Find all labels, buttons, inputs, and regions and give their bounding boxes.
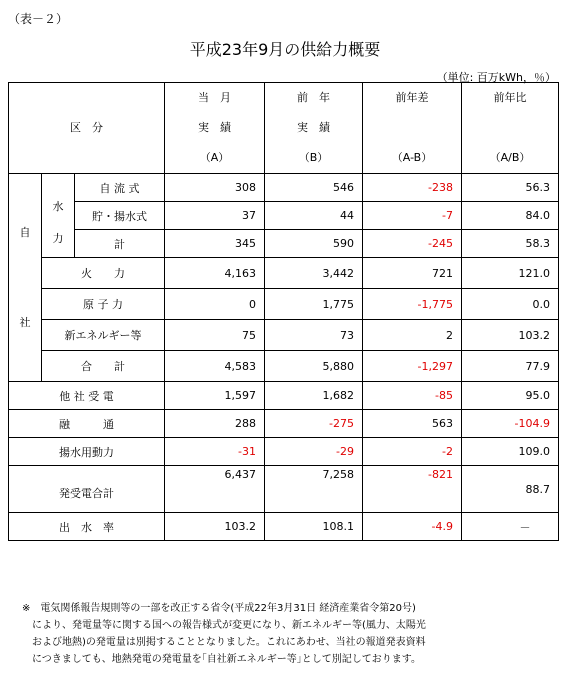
table-row xyxy=(9,351,559,382)
cell-c: -85 xyxy=(363,382,462,410)
supply-table xyxy=(8,82,559,541)
cell-a: -31 xyxy=(165,438,265,466)
row-label: 発受電合計 xyxy=(9,466,165,513)
cell-b: 3,442 xyxy=(265,258,363,289)
table-row xyxy=(9,410,559,438)
cell-d: 88.7 xyxy=(462,466,559,513)
cell-c: -2 xyxy=(363,438,462,466)
table-row xyxy=(9,513,559,541)
cell-c: -4.9 xyxy=(363,513,462,541)
cell-d: 56.3 xyxy=(462,174,559,202)
cell-c: -1,775 xyxy=(363,289,462,320)
cell-d: 58.3 xyxy=(462,230,559,258)
cell-c: 2 xyxy=(363,320,462,351)
cell-d: 121.0 xyxy=(462,258,559,289)
cell-d: 95.0 xyxy=(462,382,559,410)
cell-a: 75 xyxy=(165,320,265,351)
cell-c: 721 xyxy=(363,258,462,289)
own-company-label: 自 社 xyxy=(9,174,42,382)
cell-d: 0.0 xyxy=(462,289,559,320)
cell-b: 44 xyxy=(265,202,363,230)
header-current-month: 当 月 実 績 （A） xyxy=(165,83,265,174)
cell-b: -275 xyxy=(265,410,363,438)
row-label: 貯・揚水式 xyxy=(75,202,165,230)
cell-b: 1,682 xyxy=(265,382,363,410)
table-row xyxy=(9,438,559,466)
row-label: 合 計 xyxy=(42,351,165,382)
row-label: 出 水 率 xyxy=(9,513,165,541)
footnote-line: により、発電量等に関する国への報告様式が変更になり、新エネルギー等(風力、太陽光 xyxy=(22,620,426,631)
cell-a: 0 xyxy=(165,289,265,320)
row-label: 計 xyxy=(75,230,165,258)
cell-b: 7,258 xyxy=(265,466,363,513)
table-row xyxy=(9,258,559,289)
cell-b: 73 xyxy=(265,320,363,351)
cell-a: 103.2 xyxy=(165,513,265,541)
table-row xyxy=(9,382,559,410)
row-label: 火 力 xyxy=(42,258,165,289)
table-row xyxy=(9,289,559,320)
cell-b: -29 xyxy=(265,438,363,466)
header-row xyxy=(9,83,559,174)
table-row xyxy=(9,466,559,513)
cell-b: 5,880 xyxy=(265,351,363,382)
row-label: 新エネルギー等 xyxy=(42,320,165,351)
row-label: 原 子 力 xyxy=(42,289,165,320)
row-label: 他 社 受 電 xyxy=(9,382,165,410)
footnote-line: および地熱)の発電量は別掲することとなりました。これにあわせ、当社の報道発表資料 xyxy=(22,637,426,648)
cell-c: -7 xyxy=(363,202,462,230)
cell-b: 108.1 xyxy=(265,513,363,541)
cell-a: 4,583 xyxy=(165,351,265,382)
table-number: （表－２） xyxy=(8,12,69,26)
header-diff: 前年差 （A-B） xyxy=(363,83,462,174)
table-row xyxy=(9,202,559,230)
cell-d: 84.0 xyxy=(462,202,559,230)
header-prev-year: 前 年 実 績 （B） xyxy=(265,83,363,174)
footnote xyxy=(22,600,562,668)
cell-d: － xyxy=(462,513,559,541)
cell-b: 546 xyxy=(265,174,363,202)
cell-d: 103.2 xyxy=(462,320,559,351)
header-category: 区 分 xyxy=(9,83,165,174)
cell-b: 590 xyxy=(265,230,363,258)
table-row xyxy=(9,320,559,351)
cell-d: 77.9 xyxy=(462,351,559,382)
header-ratio: 前年比 （A/B） xyxy=(462,83,559,174)
cell-c: -821 xyxy=(363,466,462,513)
cell-a: 288 xyxy=(165,410,265,438)
page-title: 平成23年9月の供給力概要 xyxy=(189,40,381,59)
cell-a: 37 xyxy=(165,202,265,230)
cell-a: 345 xyxy=(165,230,265,258)
cell-d: -104.9 xyxy=(462,410,559,438)
cell-a: 6,437 xyxy=(165,466,265,513)
cell-c: -238 xyxy=(363,174,462,202)
cell-a: 308 xyxy=(165,174,265,202)
cell-c: -245 xyxy=(363,230,462,258)
footnote-line: ※ 電気関係報告規則等の一部を改正する省令(平成22年3月31日 経済産業省令第20号) xyxy=(22,603,416,614)
unit-label: （単位: 百万kWh，％） xyxy=(436,71,556,84)
cell-a: 1,597 xyxy=(165,382,265,410)
row-label: 自 流 式 xyxy=(75,174,165,202)
cell-c: -1,297 xyxy=(363,351,462,382)
hydro-label: 水 力 xyxy=(42,174,75,258)
table-row xyxy=(9,174,559,202)
cell-c: 563 xyxy=(363,410,462,438)
table-row xyxy=(9,230,559,258)
row-label: 融 通 xyxy=(9,410,165,438)
row-label: 揚水用動力 xyxy=(9,438,165,466)
cell-b: 1,775 xyxy=(265,289,363,320)
cell-a: 4,163 xyxy=(165,258,265,289)
footnote-line: につきましても、地熱発電の発電量を｢自社新エネルギー等｣として別記しております。 xyxy=(22,654,421,665)
cell-d: 109.0 xyxy=(462,438,559,466)
